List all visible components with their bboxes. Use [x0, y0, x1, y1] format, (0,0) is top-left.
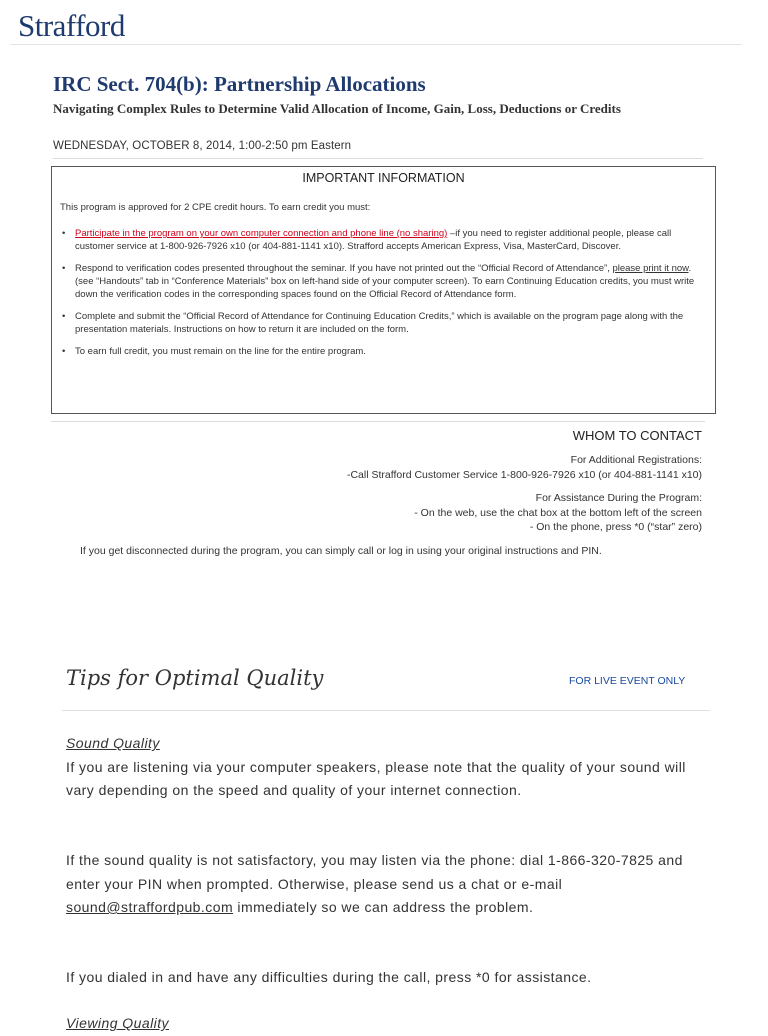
sound-quality-label: Sound Quality: [66, 735, 160, 751]
print-it-now-link[interactable]: please print it now: [612, 263, 689, 274]
full-credit-text: To earn full credit, you must remain on the line for the entire program.: [75, 346, 366, 357]
sound-paragraph-3: If you dialed in and have any difficulties during the call, press *0 for assistance.: [66, 969, 592, 985]
assistance-web: - On the web, use the chat box at the bottom left of the screen: [414, 507, 702, 519]
program-date: WEDNESDAY, OCTOBER 8, 2014, 1:00-2:50 pm Eastern: [53, 140, 352, 152]
sound-paragraph-2: [66, 849, 716, 920]
tips-divider: [62, 710, 710, 711]
registrations-phone: -Call Strafford Customer Service 1-800-926-7926 x10 (or 404-881-1141 x10): [346, 469, 702, 481]
header-divider: [10, 44, 742, 45]
submit-record-text: Complete and submit the “Official Record of Attendance for Continuing Education Credits,” which is available on the program page along with the presentation materials. Instructions on how to return it are included on the form.: [75, 311, 684, 335]
assistance-phone: - On the phone, press *0 (“star” zero): [529, 521, 702, 533]
tips-title: Tips for Optimal Quality: [66, 666, 324, 690]
list-item: [60, 227, 705, 253]
strafford-logo: Strafford: [18, 8, 125, 43]
sound-email-link[interactable]: sound@straffordpub.com: [66, 899, 234, 915]
requirements-list: [60, 227, 705, 367]
list-item: [60, 310, 705, 336]
cpe-intro: This program is approved for 2 CPE credit hours. To earn credit you must:: [60, 202, 371, 213]
list-item: [60, 345, 705, 358]
viewing-quality-label: Viewing Quality: [66, 1015, 169, 1031]
important-information-box: [51, 166, 716, 414]
program-subtitle: Navigating Complex Rules to Determine Valid Allocation of Income, Gain, Loss, Deductions or Credits: [53, 101, 621, 116]
registration-text: –if you need to register additional people, please call customer service at 1-800-926-7926 x10 (or 404-881-1141 x10). Strafford accepts American Express, Visa, MasterCard, Discover.: [75, 228, 672, 252]
whom-to-contact-title: WHOM TO CONTACT: [572, 428, 702, 443]
verification-text-a: Respond to verification codes presented throughout the seminar. If you have not printed out the “Official Record of Attendance”,: [75, 263, 613, 274]
assistance-heading: For Assistance During the Program:: [535, 492, 702, 504]
list-item: [60, 262, 705, 301]
disconnect-note: If you get disconnected during the program, you can simply call or log in using your original instructions and PIN.: [80, 545, 602, 557]
verification-text-b: . (see “Handouts” tab in “Conference Materials” box on left-hand side of your computer screen). To earn Continuing Education credits, you must write down the verification codes in the corresponding spaces found on the Official Record of Attendance form.: [75, 263, 695, 300]
sound-paragraph-2-text-a: If the sound quality is not satisfactory, you may listen via the phone: dial 1-866-320-7825 and enter your PIN when prompted. Otherwise, please send us a chat or e-mail: [66, 852, 683, 892]
important-information-title: IMPORTANT INFORMATION: [302, 171, 465, 185]
sound-paragraph-1: If you are listening via your computer speakers, please note that the quality of your sound will vary depending on the speed and quality of your internet connection.: [66, 758, 686, 798]
live-event-badge: FOR LIVE EVENT ONLY: [569, 675, 686, 687]
no-sharing-notice: Participate in the program on your own computer connection and phone line (no sharing): [75, 228, 448, 239]
registrations-heading: For Additional Registrations:: [570, 454, 702, 466]
program-title: IRC Sect. 704(b): Partnership Allocations: [53, 72, 426, 96]
sound-paragraph-2-text-b: immediately so we can address the problem.: [233, 899, 534, 915]
date-divider: [53, 158, 703, 159]
sound-quality-section: [66, 732, 716, 803]
contact-divider: [51, 421, 705, 422]
